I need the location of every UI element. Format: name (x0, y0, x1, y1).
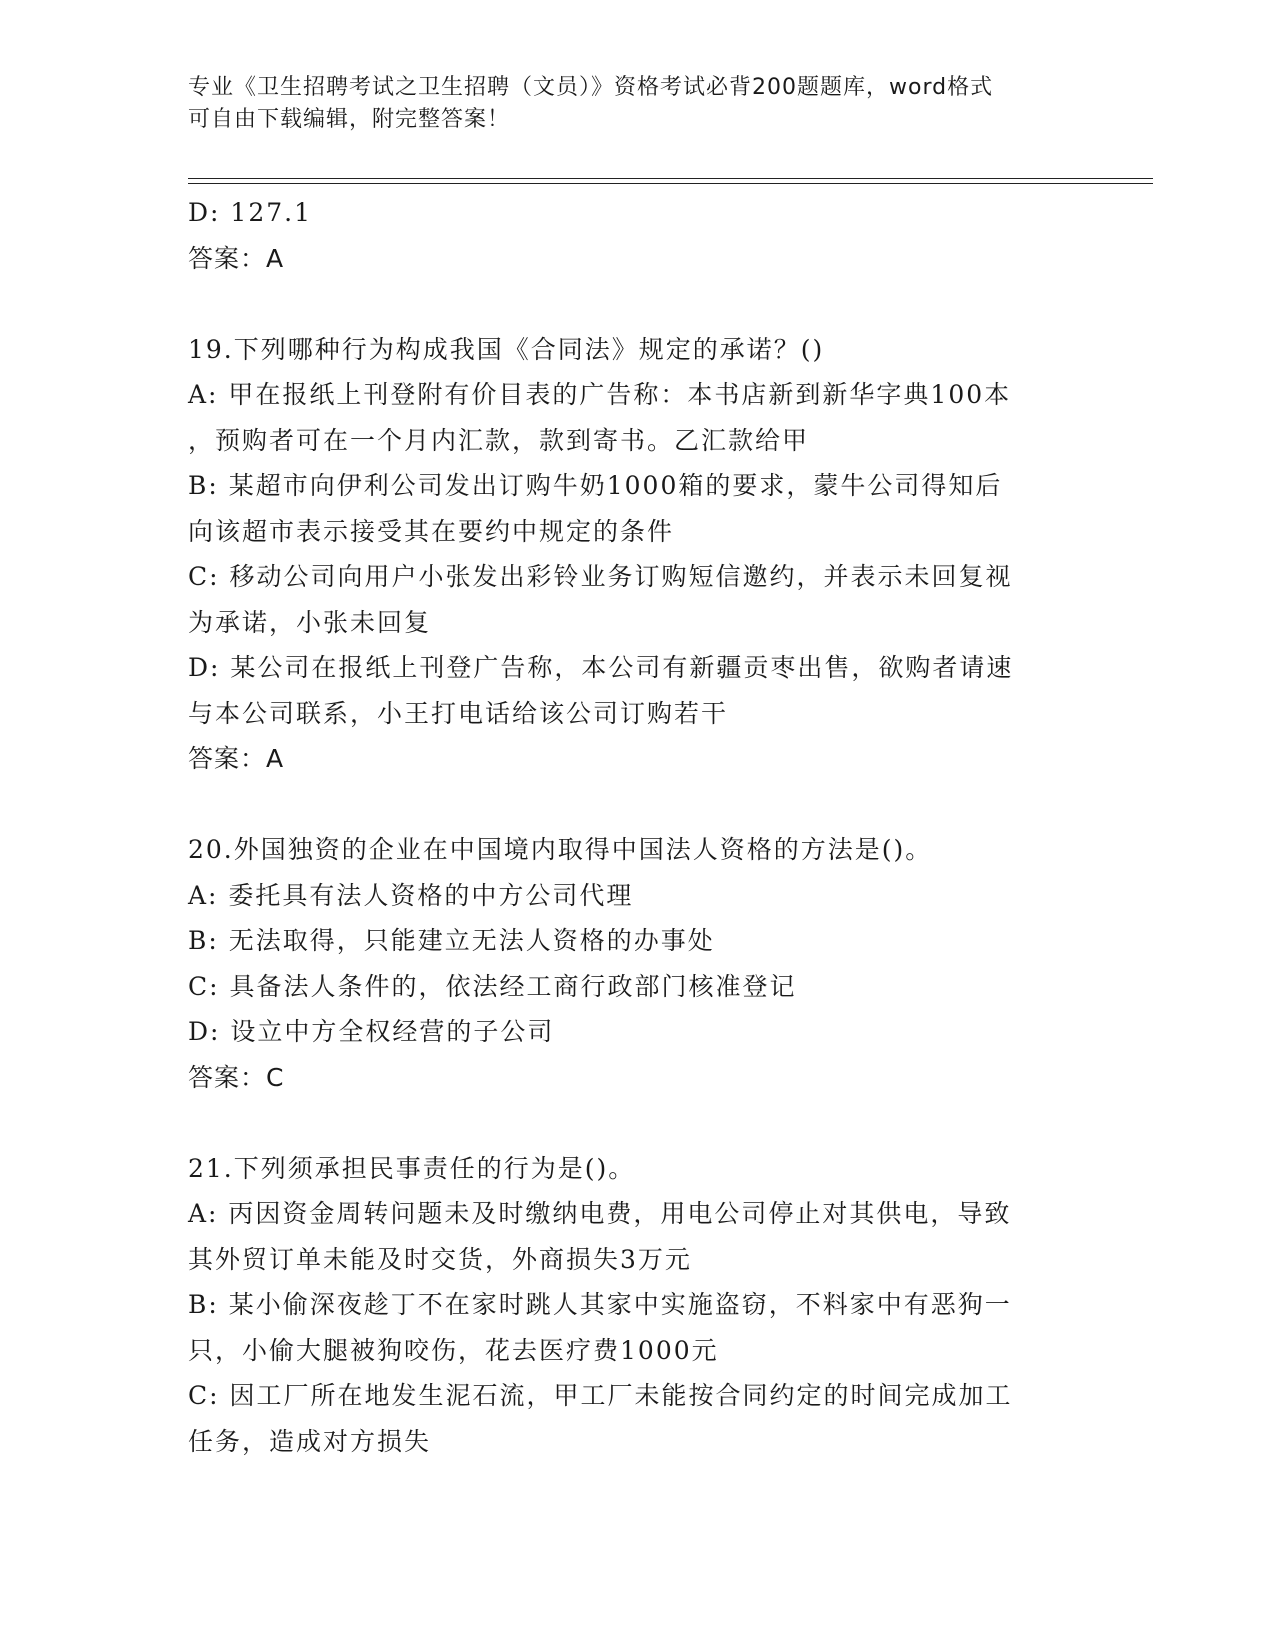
option-a-cont: ，预购者可在一个月内汇款，款到寄书。乙汇款给甲 (188, 425, 810, 455)
question-21 (188, 1146, 1078, 1465)
option-b: B: 某超市向伊利公司发出订购牛奶1000箱的要求，蒙牛公司得知后 (188, 471, 1003, 500)
option-d-cont: 与本公司联系，小王打电话给该公司订购若干 (188, 698, 729, 728)
option-d: D: 设立中方全权经营的子公司 (188, 1017, 555, 1046)
option-a: A: 甲在报纸上刊登附有价目表的广告称：本书店新到新华字典100本 (188, 380, 1012, 409)
option-a: A: 丙因资金周转问题未及时缴纳电费，用电公司停止对其供电，导致 (188, 1199, 1012, 1228)
spacer (188, 281, 1078, 327)
spacer (188, 782, 1078, 828)
question-stem: 19.下列哪种行为构成我国《合同法》规定的承诺？() (188, 334, 825, 364)
page-header (188, 72, 1068, 136)
option-b-cont: 向该超市表示接受其在要约中规定的条件 (188, 516, 675, 546)
header-divider-top (188, 178, 1153, 179)
prev-answer: 答案：A (188, 243, 285, 273)
header-line-2: 可自由下载编辑，附完整答案！ (188, 107, 511, 132)
option-b-cont: 只，小偷大腿被狗咬伤，花去医疗费1000元 (188, 1335, 719, 1365)
answer: 答案：A (188, 744, 285, 773)
option-b: B: 无法取得，只能建立无法人资格的办事处 (188, 926, 715, 955)
option-c-cont: 为承诺，小张未回复 (188, 607, 432, 637)
question-stem: 20.外国独资的企业在中国境内取得中国法人资格的方法是()。 (188, 835, 933, 864)
option-d: D: 某公司在报纸上刊登广告称，本公司有新疆贡枣出售，欲购者请速 (188, 653, 1014, 682)
option-a: A: 委托具有法人资格的中方公司代理 (188, 880, 634, 910)
option-c: C: 移动公司向用户小张发出彩铃业务订购短信邀约，并表示未回复视 (188, 562, 1013, 591)
header-line-1: 专业《卫生招聘考试之卫生招聘（文员）》资格考试必背200题题库，word格式 (188, 75, 994, 100)
option-c: C: 具备法人条件的，依法经工商行政部门核准登记 (188, 971, 797, 1001)
question-19 (188, 327, 1078, 782)
header-divider-bottom (188, 183, 1153, 184)
option-c: C: 因工厂所在地发生泥石流，甲工厂未能按合同约定的时间完成加工 (188, 1381, 1013, 1410)
spacer (188, 1100, 1078, 1146)
option-a-cont: 其外贸订单未能及时交货，外商损失3万元 (188, 1244, 692, 1274)
document-body (188, 190, 1078, 1464)
option-c-cont: 任务，造成对方损失 (188, 1426, 432, 1456)
option-b: B: 某小偷深夜趁丁不在家时跳人其家中实施盗窃，不料家中有恶狗一 (188, 1290, 1012, 1319)
answer: 答案：C (188, 1062, 285, 1092)
question-stem: 21.下列须承担民事责任的行为是()。 (188, 1153, 636, 1183)
question-20 (188, 827, 1078, 1100)
prev-option-d: D: 127.1 (188, 198, 312, 227)
